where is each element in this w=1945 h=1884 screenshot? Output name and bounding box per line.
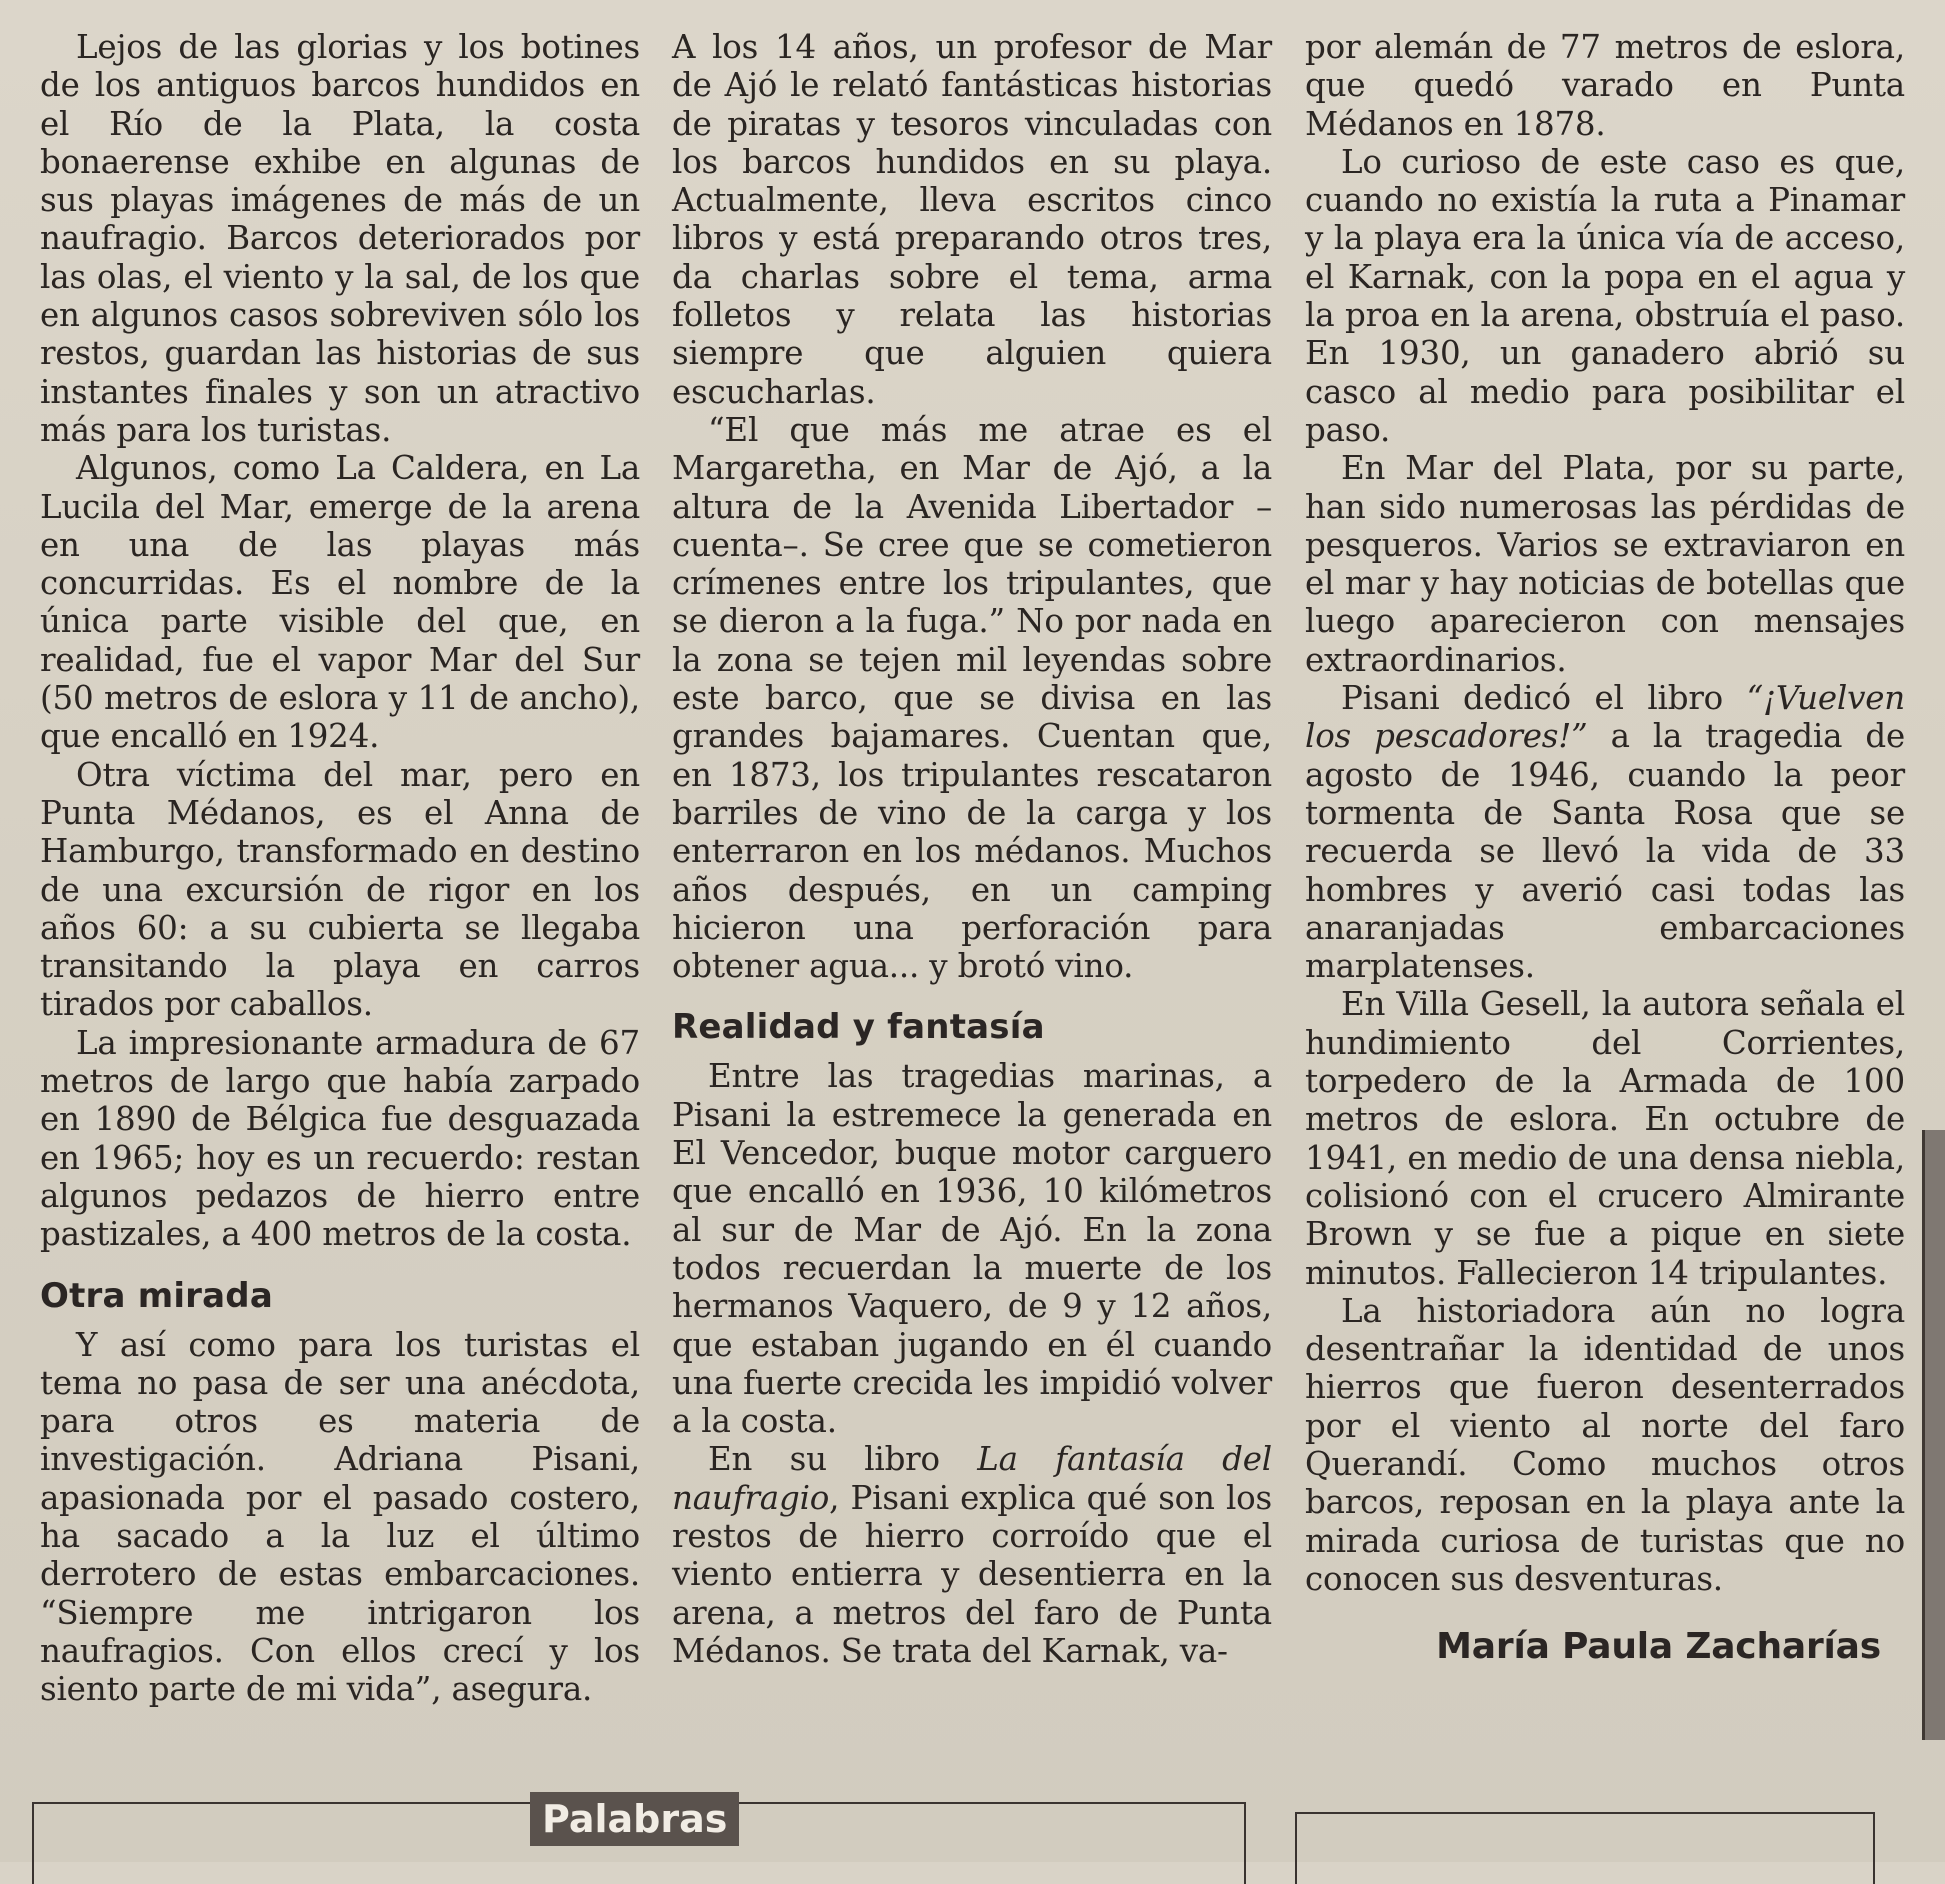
section-tag: Palabras xyxy=(530,1792,739,1846)
book-title: “¡Vuelven los pescadores!” xyxy=(1305,679,1905,756)
paragraph xyxy=(1305,679,1905,985)
section-heading: Otra mirada xyxy=(40,1275,273,1316)
adjacent-page-edge xyxy=(1922,1130,1945,1740)
paragraph: “El que más me atrae es el Margaretha, en Mar de Ajó, a la altura de la Avenida Libertador –cuenta–. Se cree que se cometieron crímenes entre los tripulantes, que se dieron a la fuga.” No por nada en la zona se tejen mil leyendas sobre este barco, que se divisa en las grandes bajamares. Cuentan que, en 1873, los tripulantes rescataron barriles de vino de la carga y los enterraron en los médanos. Muchos años después, en un camping hicieron una perforación para obtener agua... y brotó vino. xyxy=(672,410,1272,986)
book-title: La fantasía del naufragio xyxy=(672,1440,1272,1517)
paragraph: La historiadora aún no logra desentrañar la identidad de unos hierros que fueron desenterrados por el viento al norte del faro Querandí. Como muchos otros barcos, reposan en la playa ante la mirada curiosa de turistas que no conocen sus desventuras. xyxy=(1305,1291,1905,1598)
paragraph: La impresionante armadura de 67 metros de largo que había zarpado en 1890 de Bélgica fue desguazada en 1965; hoy es un recuerdo: restan algunos pedazos de hierro entre pastizales, a 400 metros de la costa. xyxy=(40,1023,640,1254)
paragraph: Entre las tragedias marinas, a Pisani la estremece la generada en El Vencedor, buque motor carguero que encalló en 1936, 10 kilómetros al sur de Mar de Ajó. En la zona todos recuerdan la muerte de los hermanos Vaquero, de 9 y 12 años, que estaban jugando en él cuando una fuerte crecida les impidió volver a la costa. xyxy=(672,1057,1272,1441)
paragraph: Otra víctima del mar, pero en Punta Médanos, es el Anna de Hamburgo, transformado en destino de una excursión de rigor en los años 60: a su cubierta se llegaba transitando la playa en carros tirados por caballos. xyxy=(40,755,640,1024)
article-column-2 xyxy=(672,28,1272,1670)
author-byline: María Paula Zacharías xyxy=(1436,1626,1881,1668)
paragraph-text: Pisani dedicó el libro xyxy=(1341,679,1747,718)
paragraph: Lo curioso de este caso es que, cuando no existía la ruta a Pinamar y la playa era la única vía de acceso, el Karnak, con la popa en el agua y la proa en la arena, obstruía el paso. En 1930, un ganadero abrió su casco al medio para posibilitar el paso. xyxy=(1305,142,1905,449)
paragraph: En Villa Gesell, la autora señala el hundimiento del Corrientes, torpedero de la Armada de 100 metros de eslora. En octubre de 1941, en medio de una densa niebla, colisionó con el crucero Almirante Brown y se fue a pique en siete minutos. Fallecieron 14 tripulantes. xyxy=(1305,985,1905,1292)
paragraph: A los 14 años, un profesor de Mar de Ajó le relató fantásticas historias de piratas y tesoros vinculadas con los barcos hundidos en su playa. Actualmente, lleva escritos cinco libros y está preparando otros tres, da charlas sobre el tema, arma folletos y relata las historias siempre que alguien quiera escucharlas. xyxy=(672,28,1272,411)
bottom-right-box-frame xyxy=(1295,1812,1875,1884)
paragraph-text: En su libro xyxy=(708,1440,978,1479)
paragraph: Y así como para los turistas el tema no pasa de ser una anécdota, para otros es materia de investigación. Adriana Pisani, apasionada por el pasado costero, ha sacado a la luz el último derrotero de estas embarcaciones. “Siempre me intrigaron los naufragios. Con ellos crecí y los siento parte de mi vida”, asegura. xyxy=(40,1325,640,1709)
paragraph: Lejos de las glorias y los botines de los antiguos barcos hundidos en el Río de la Plata, la costa bonaerense exhibe en algunas de sus playas imágenes de más de un naufragio. Barcos deteriorados por las olas, el viento y la sal, de los que en algunos casos sobreviven sólo los restos, guardan las historias de sus instantes finales y son un atractivo más para los turistas. xyxy=(40,28,640,449)
paragraph: Algunos, como La Caldera, en La Lucila del Mar, emerge de la arena en una de las playas más concurridas. Es el nombre de la única parte visible del que, en realidad, fue el vapor Mar del Sur (50 metros de eslora y 11 de ancho), que encalló en 1924. xyxy=(40,449,640,756)
paragraph-text: , Pisani explica qué son los restos de hierro corroído que el viento entierra y desentierra en la arena, a metros del faro de Punta Médanos. Se trata del Karnak, va- xyxy=(672,1478,1272,1670)
paragraph xyxy=(672,1440,1272,1670)
paragraph-text: a la tragedia de agosto de 1946, cuando la peor tormenta de Santa Rosa que se recuerda se llevó la vida de 33 hombres y averió casi todas las anaranjadas embarcaciones marplatenses. xyxy=(1305,717,1905,986)
article-column-1 xyxy=(40,28,640,1708)
section-heading: Realidad y fantasía xyxy=(672,1007,1045,1048)
article-column-3 xyxy=(1305,28,1905,1666)
paragraph: por alemán de 77 metros de eslora, que quedó varado en Punta Médanos en 1878. xyxy=(1305,28,1905,143)
paragraph: En Mar del Plata, por su parte, han sido numerosas las pérdidas de pesqueros. Varios se extraviaron en el mar y hay noticias de botellas que luego aparecieron con mensajes extraordinarios. xyxy=(1305,449,1905,679)
